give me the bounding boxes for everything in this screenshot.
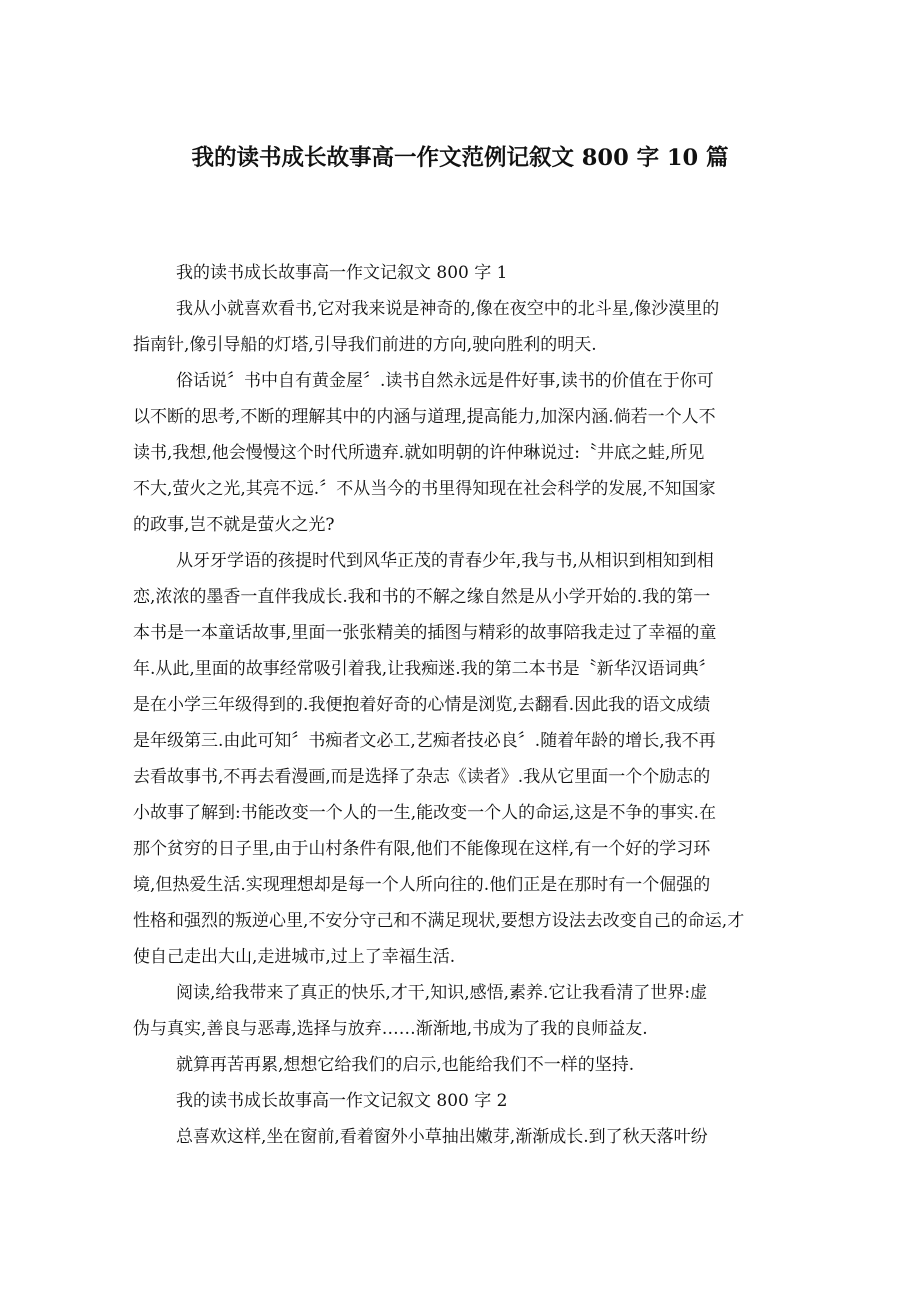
text-line: 恋,浓浓的墨香一直伴我成长.我和书的不解之缘自然是从小学开始的.我的第一 (133, 587, 711, 607)
text-line: 就算再苦再累,想想它给我们的启示,也能给我们不一样的坚持. (176, 1055, 635, 1075)
text-line: 以不断的思考,不断的理解其中的内涵与道理,提高能力,加深内涵.倘若一个人不 (133, 407, 716, 427)
text-line: 总喜欢这样,坐在窗前,看着窗外小草抽出嫩芽,渐渐成长.到了秋天落叶纷 (176, 1127, 708, 1147)
text-line: 小故事了解到:书能改变一个人的一生,能改变一个人的命运,这是不争的事实.在 (133, 803, 716, 823)
text-line: 性格和强烈的叛逆心里,不安分守己和不满足现状,要想方设法去改变自己的命运,才 (133, 911, 745, 931)
text-line: 我的读书成长故事高一作文记叙文 800 字 2 (176, 1091, 508, 1111)
text-line: 本书是一本童话故事,里面一张张精美的插图与精彩的故事陪我走过了幸福的童 (133, 623, 717, 643)
text-line: 年.从此,里面的故事经常吸引着我,让我痴迷.我的第二本书是〝新华汉语词典〞 (133, 659, 716, 679)
document-body (133, 255, 813, 1155)
text-line: 那个贫穷的日子里,由于山村条件有限,他们不能像现在这样,有一个好的学习环 (133, 839, 711, 859)
text-line: 从牙牙学语的孩提时代到风华正茂的青春少年,我与书,从相识到相知到相 (176, 551, 714, 571)
text-line: 不大,萤火之光,其亮不远.〞不从当今的书里得知现在社会科学的发展,不知国家 (133, 479, 716, 499)
text-line: 是年级第三.由此可知〞书痴者文必工,艺痴者技必良〞.随着年龄的增长,我不再 (133, 731, 716, 751)
text-line: 读书,我想,他会慢慢这个时代所遗弃.就如明朝的许仲琳说过:〝井底之蛙,所见 (133, 443, 705, 463)
text-line: 伪与真实,善良与恶毒,选择与放弃……渐渐地,书成为了我的良师益友. (133, 1019, 648, 1039)
text-line: 阅读,给我带来了真正的快乐,才干,知识,感悟,素养.它让我看清了世界:虚 (176, 983, 708, 1003)
document-title: 我的读书成长故事高一作文范例记叙文 800 字 10 篇 (191, 145, 729, 171)
text-line: 俗话说〞书中自有黄金屋〞.读书自然永远是件好事,读书的价值在于你可 (176, 371, 714, 391)
text-line: 是在小学三年级得到的.我便抱着好奇的心情是浏览,去翻看.因此我的语文成绩 (133, 695, 711, 715)
text-line: 我从小就喜欢看书,它对我来说是神奇的,像在夜空中的北斗星,像沙漠里的 (176, 299, 720, 319)
text-line: 境,但热爱生活.实现理想却是每一个人所向往的.他们正是在那时有一个倔强的 (133, 875, 711, 895)
text-line: 的政事,岂不就是萤火之光? (133, 515, 335, 535)
text-line: 去看故事书,不再去看漫画,而是选择了杂志《读者》.我从它里面一个个励志的 (133, 767, 711, 787)
text-line: 我的读书成长故事高一作文记叙文 800 字 1 (176, 263, 508, 283)
text-line: 指南针,像引导船的灯塔,引导我们前进的方向,驶向胜利的明天. (133, 335, 597, 355)
text-line: 使自己走出大山,走进城市,过上了幸福生活. (133, 947, 456, 967)
